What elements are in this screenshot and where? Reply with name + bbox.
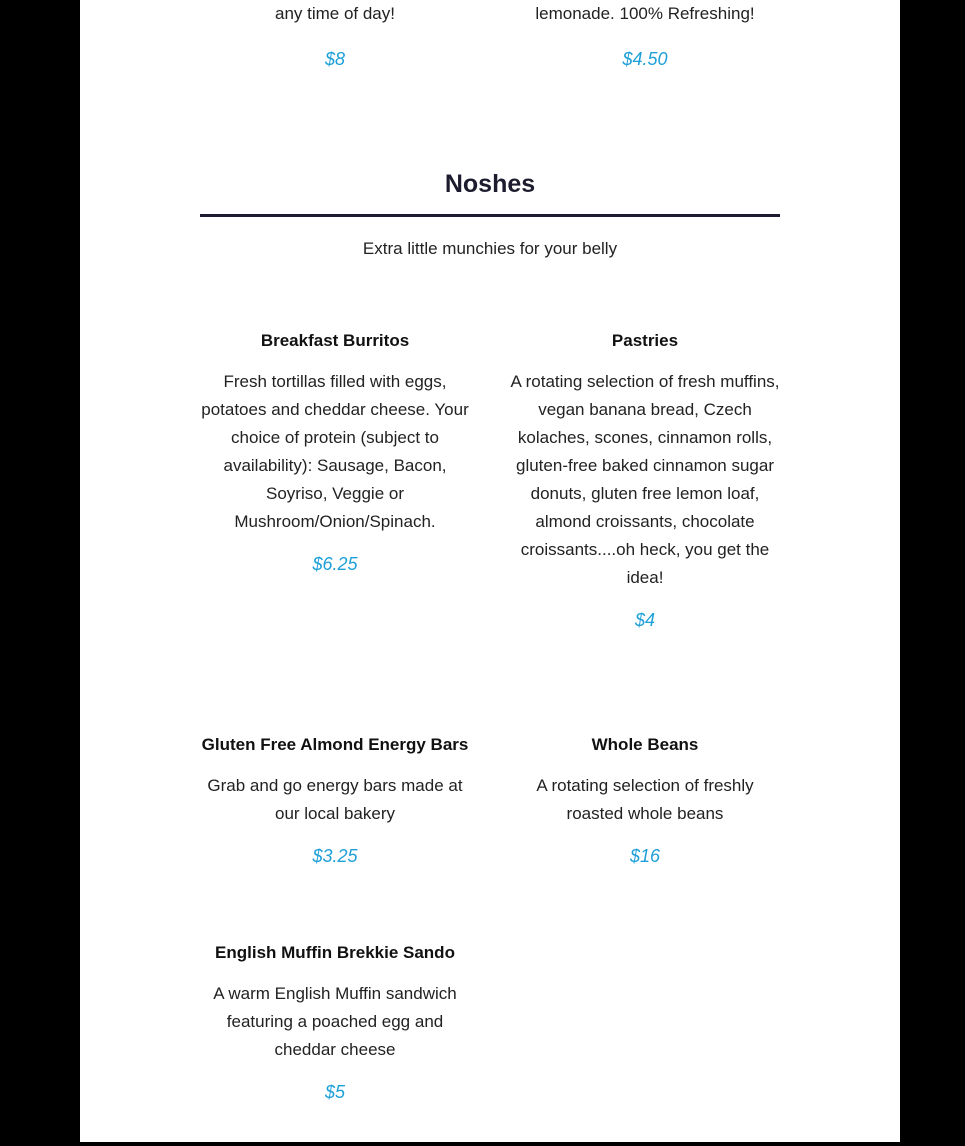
menu-item-description: Grab and go energy bars made at our local bakery — [207, 776, 463, 823]
menu-item-name: Whole Beans — [591, 735, 699, 754]
prev-item-description: any time of day! — [274, 4, 395, 23]
section-subtitle: Extra little munchies for your belly — [362, 239, 618, 258]
section-title: Noshes — [444, 170, 536, 198]
prev-item-price: $4.50 — [622, 49, 668, 69]
menu-item-price: $16 — [629, 846, 661, 866]
menu-item-price: $4 — [634, 610, 656, 630]
menu-item — [200, 734, 470, 867]
menu-item-description: A warm English Muffin sandwich featuring a poached egg and cheddar cheese — [213, 984, 457, 1059]
prev-item-price: $8 — [324, 49, 346, 69]
menu-item — [200, 942, 470, 1103]
menu-item-price: $3.25 — [312, 846, 358, 866]
menu-item — [200, 330, 470, 575]
menu-item-name: Gluten Free Almond Energy Bars — [201, 735, 469, 754]
menu-item-name: English Muffin Brekkie Sando — [215, 943, 455, 962]
menu-item-name: Breakfast Burritos — [260, 331, 410, 350]
menu-item-price: $5 — [324, 1082, 346, 1102]
menu-item-description: Fresh tortillas filled with eggs, potatoes and cheddar cheese. Your choice of protein (subject to availability): Sausage, Bacon, Soyriso, Veggie or Mushroom/Onion/Spinach. — [201, 372, 469, 531]
menu-item — [510, 330, 780, 631]
menu-page — [80, 0, 900, 1142]
section-divider — [200, 214, 780, 217]
menu-item-description: A rotating selection of fresh muffins, vegan banana bread, Czech kolaches, scones, cinnamon rolls, gluten-free baked cinnamon sugar donuts, gluten free lemon loaf, almond croissants, chocolate croissants....oh heck, you get the idea! — [510, 372, 780, 587]
prev-item-description: lemonade. 100% Refreshing! — [535, 4, 755, 23]
menu-item-price: $6.25 — [312, 554, 358, 574]
menu-item — [510, 734, 780, 867]
menu-item-description: A rotating selection of freshly roasted whole beans — [536, 776, 754, 823]
menu-item-name: Pastries — [611, 331, 679, 350]
